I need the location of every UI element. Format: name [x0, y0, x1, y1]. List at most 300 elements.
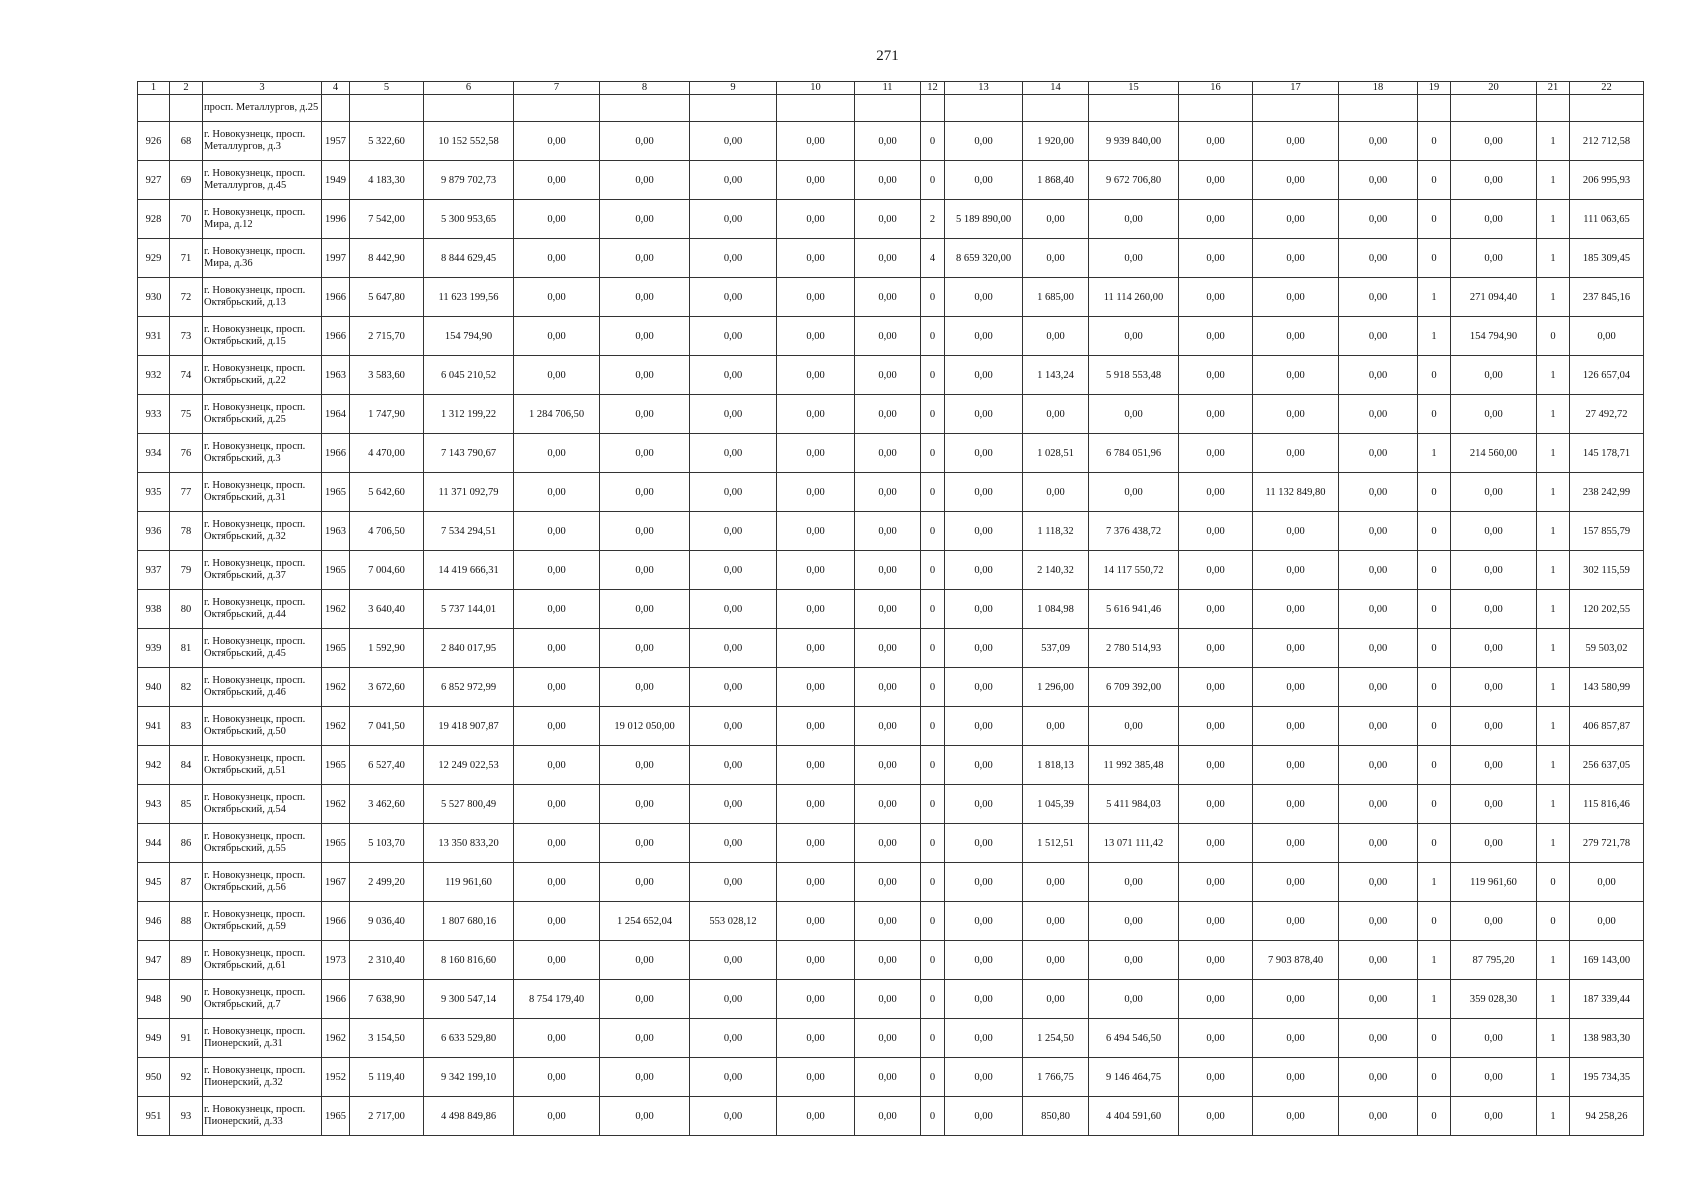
table-cell: 69 [170, 161, 203, 200]
column-number-header: 19 [1418, 82, 1451, 95]
table-cell: 1 [1537, 824, 1570, 863]
table-cell: 932 [138, 356, 170, 395]
table-row [138, 200, 1644, 239]
table-cell: 0,00 [1451, 473, 1537, 512]
table-cell: 0,00 [855, 161, 921, 200]
table-cell: 0,00 [1451, 356, 1537, 395]
table-cell: 0 [1418, 512, 1451, 551]
table-cell: 0,00 [690, 551, 777, 590]
table-cell: 0,00 [777, 746, 855, 785]
table-cell: 0,00 [1451, 122, 1537, 161]
table-cell: 0,00 [945, 395, 1023, 434]
table-cell: 0,00 [945, 746, 1023, 785]
table-cell: 0,00 [1179, 1097, 1253, 1136]
table-cell: 1 [1537, 785, 1570, 824]
table-cell: 0,00 [514, 239, 600, 278]
table-cell: 1 [1537, 980, 1570, 1019]
table-cell: 0,00 [1023, 200, 1089, 239]
table-cell: 5 322,60 [350, 122, 424, 161]
table-cell: 13 350 833,20 [424, 824, 514, 863]
page-number: 271 [876, 48, 899, 64]
table-cell: 0,00 [600, 473, 690, 512]
table-cell [1537, 95, 1570, 122]
column-number-header: 8 [600, 82, 690, 95]
table-cell: 7 004,60 [350, 551, 424, 590]
table-cell: 5 737 144,01 [424, 590, 514, 629]
table-cell: 0,00 [1253, 434, 1339, 473]
table-cell: 0,00 [1339, 473, 1418, 512]
table-cell: 0,00 [514, 551, 600, 590]
address-cell: г. Новокузнецк, просп. Октябрьский, д.13 [203, 278, 322, 317]
table-row [138, 707, 1644, 746]
table-cell: 11 992 385,48 [1089, 746, 1179, 785]
table-cell: 359 028,30 [1451, 980, 1537, 1019]
table-cell: 0,00 [1339, 863, 1418, 902]
table-cell: 90 [170, 980, 203, 1019]
table-cell: 0,00 [855, 629, 921, 668]
table-cell: 0,00 [1023, 473, 1089, 512]
table-cell: 14 419 666,31 [424, 551, 514, 590]
table-cell: 0,00 [1451, 590, 1537, 629]
table-cell: 0,00 [1089, 317, 1179, 356]
table-cell: 143 580,99 [1570, 668, 1644, 707]
table-cell: 14 117 550,72 [1089, 551, 1179, 590]
table-cell: 0,00 [945, 590, 1023, 629]
table-cell: 0,00 [777, 863, 855, 902]
table-cell: 1965 [322, 551, 350, 590]
table-cell: 0,00 [600, 551, 690, 590]
table-cell: 1965 [322, 629, 350, 668]
table-cell: 0 [1418, 395, 1451, 434]
table-cell: 0,00 [1179, 902, 1253, 941]
table-cell: 0 [1418, 629, 1451, 668]
table-cell: 154 794,90 [1451, 317, 1537, 356]
table-cell: 75 [170, 395, 203, 434]
table-cell: 0,00 [690, 122, 777, 161]
table-cell: 0,00 [855, 668, 921, 707]
table-cell: 9 342 199,10 [424, 1058, 514, 1097]
table-cell: 0,00 [855, 902, 921, 941]
table-row [138, 356, 1644, 395]
table-cell: 0,00 [1339, 902, 1418, 941]
table-cell: 1 592,90 [350, 629, 424, 668]
table-cell: 0,00 [1339, 200, 1418, 239]
table-cell: 0 [1418, 707, 1451, 746]
table-cell: 1 685,00 [1023, 278, 1089, 317]
table-cell: 73 [170, 317, 203, 356]
table-cell: 6 527,40 [350, 746, 424, 785]
table-row [138, 824, 1644, 863]
table-cell: 1949 [322, 161, 350, 200]
table-cell: 85 [170, 785, 203, 824]
table-cell: 1 [1537, 1019, 1570, 1058]
table-cell: 6 709 392,00 [1089, 668, 1179, 707]
column-number-header: 16 [1179, 82, 1253, 95]
table-cell: 1966 [322, 902, 350, 941]
table-cell: 0 [1537, 317, 1570, 356]
address-cell: г. Новокузнецк, просп. Пионерский, д.33 [203, 1097, 322, 1136]
table-cell: 0,00 [600, 1097, 690, 1136]
table-row [138, 941, 1644, 980]
table-cell: 951 [138, 1097, 170, 1136]
table-cell: 0,00 [1253, 785, 1339, 824]
table-cell: 1962 [322, 590, 350, 629]
table-cell: 0 [1418, 1019, 1451, 1058]
table-cell: 0,00 [514, 161, 600, 200]
table-row [138, 668, 1644, 707]
table-cell: 0,00 [514, 278, 600, 317]
table-cell: 0,00 [777, 200, 855, 239]
table-cell: 0,00 [690, 473, 777, 512]
table-cell: 0,00 [1253, 278, 1339, 317]
table-cell: 0,00 [1023, 980, 1089, 1019]
table-cell: 0,00 [1339, 122, 1418, 161]
table-cell: 1997 [322, 239, 350, 278]
column-number-header: 9 [690, 82, 777, 95]
table-cell: 77 [170, 473, 203, 512]
table-cell: 1 045,39 [1023, 785, 1089, 824]
table-cell: 0,00 [1253, 512, 1339, 551]
table-cell: 0,00 [1179, 200, 1253, 239]
address-cell: просп. Металлургов, д.25 [203, 95, 322, 122]
address-cell: г. Новокузнецк, просп. Пионерский, д.32 [203, 1058, 322, 1097]
table-cell: 0,00 [1179, 590, 1253, 629]
table-cell: 126 657,04 [1570, 356, 1644, 395]
table-cell: 138 983,30 [1570, 1019, 1644, 1058]
table-row [138, 473, 1644, 512]
table-cell: 1 118,32 [1023, 512, 1089, 551]
table-cell: 0,00 [1179, 824, 1253, 863]
table-cell: 0,00 [514, 1058, 600, 1097]
table-cell: 2 499,20 [350, 863, 424, 902]
table-cell: 1962 [322, 668, 350, 707]
table-cell: 1 [1537, 707, 1570, 746]
table-cell [322, 95, 350, 122]
table-cell: 0,00 [855, 707, 921, 746]
table-cell: 1 [1537, 434, 1570, 473]
table-cell: 936 [138, 512, 170, 551]
table-row [138, 785, 1644, 824]
table-cell: 2 715,70 [350, 317, 424, 356]
table-cell [1179, 95, 1253, 122]
table-cell: 8 844 629,45 [424, 239, 514, 278]
table-cell: 0 [1418, 551, 1451, 590]
table-cell: 0,00 [945, 122, 1023, 161]
table-cell: 930 [138, 278, 170, 317]
table-cell: 0,00 [1253, 707, 1339, 746]
table-cell [1253, 95, 1339, 122]
table-cell: 0,00 [1089, 239, 1179, 278]
table-cell: 2 780 514,93 [1089, 629, 1179, 668]
address-cell: г. Новокузнецк, просп. Октябрьский, д.44 [203, 590, 322, 629]
table-cell: 0,00 [1451, 785, 1537, 824]
table-row [138, 512, 1644, 551]
table-cell: 0,00 [1339, 395, 1418, 434]
table-cell: 1 747,90 [350, 395, 424, 434]
table-cell: 0,00 [1179, 707, 1253, 746]
table-cell: 0,00 [945, 707, 1023, 746]
table-cell: 0,00 [855, 1058, 921, 1097]
table-cell: 88 [170, 902, 203, 941]
table-cell: 0,00 [945, 512, 1023, 551]
column-number-header: 17 [1253, 82, 1339, 95]
table-cell: 4 [921, 239, 945, 278]
table-cell: 0,00 [855, 278, 921, 317]
table-cell: 0,00 [514, 629, 600, 668]
table-cell: 1 [1537, 941, 1570, 980]
address-cell: г. Новокузнецк, просп. Октябрьский, д.31 [203, 473, 322, 512]
table-cell: 0,00 [945, 473, 1023, 512]
table-cell: 0,00 [1179, 1058, 1253, 1097]
table-cell: 5 616 941,46 [1089, 590, 1179, 629]
table-cell: 5 918 553,48 [1089, 356, 1179, 395]
column-number-header: 15 [1089, 82, 1179, 95]
table-cell: 0,00 [600, 590, 690, 629]
table-cell: 0,00 [1253, 395, 1339, 434]
address-cell: г. Новокузнецк, просп. Октябрьский, д.7 [203, 980, 322, 1019]
table-row [138, 161, 1644, 200]
table-cell: 3 583,60 [350, 356, 424, 395]
table-cell: 0,00 [690, 980, 777, 1019]
table-cell: 0,00 [1179, 980, 1253, 1019]
table-cell: 0,00 [777, 785, 855, 824]
table-cell: 0,00 [1339, 1058, 1418, 1097]
table-cell: 0 [921, 902, 945, 941]
table-cell: 0 [921, 551, 945, 590]
table-cell: 0,00 [600, 1058, 690, 1097]
table-cell: 0 [921, 317, 945, 356]
table-cell: 87 [170, 863, 203, 902]
table-row [138, 980, 1644, 1019]
table-cell: 0,00 [690, 1058, 777, 1097]
table-cell: 0,00 [1179, 395, 1253, 434]
table-cell: 0,00 [855, 746, 921, 785]
table-cell: 0,00 [1253, 239, 1339, 278]
table-cell: 0,00 [1089, 902, 1179, 941]
table-cell: 0,00 [514, 356, 600, 395]
table-cell: 8 754 179,40 [514, 980, 600, 1019]
table-cell: 0,00 [514, 863, 600, 902]
table-cell: 0,00 [945, 317, 1023, 356]
table-cell: 0,00 [514, 668, 600, 707]
table-cell: 0,00 [777, 356, 855, 395]
table-cell: 1952 [322, 1058, 350, 1097]
table-cell: 0,00 [600, 122, 690, 161]
table-cell: 0 [1418, 1097, 1451, 1136]
table-cell: 949 [138, 1019, 170, 1058]
column-number-row [138, 82, 1644, 95]
table-cell: 1 084,98 [1023, 590, 1089, 629]
table-cell: 0,00 [1179, 668, 1253, 707]
table-cell: 0 [921, 746, 945, 785]
table-cell: 0,00 [1253, 1058, 1339, 1097]
table-cell: 1 [1418, 941, 1451, 980]
table-cell: 0 [921, 512, 945, 551]
table-cell: 1 [1537, 356, 1570, 395]
table-cell: 0,00 [777, 161, 855, 200]
table-cell: 0,00 [600, 1019, 690, 1058]
table-cell: 0,00 [1339, 161, 1418, 200]
table-cell: 0,00 [1179, 863, 1253, 902]
address-cell: г. Новокузнецк, просп. Октябрьский, д.51 [203, 746, 322, 785]
table-cell: 1966 [322, 434, 350, 473]
table-cell: 0 [921, 941, 945, 980]
table-cell: 9 939 840,00 [1089, 122, 1179, 161]
table-cell: 0,00 [1179, 512, 1253, 551]
table-cell: 0,00 [777, 278, 855, 317]
table-cell: 1 [1537, 629, 1570, 668]
table-row [138, 1058, 1644, 1097]
table-cell: 0,00 [777, 707, 855, 746]
table-cell: 8 160 816,60 [424, 941, 514, 980]
table-cell: 157 855,79 [1570, 512, 1644, 551]
table-cell: 0,00 [514, 473, 600, 512]
table-cell: 79 [170, 551, 203, 590]
table-cell: 0,00 [1570, 863, 1644, 902]
table-cell: 120 202,55 [1570, 590, 1644, 629]
table-cell: 92 [170, 1058, 203, 1097]
table-cell: 4 183,30 [350, 161, 424, 200]
table-cell: 0,00 [1253, 863, 1339, 902]
table-cell: 0,00 [855, 122, 921, 161]
table-cell: 0,00 [1253, 629, 1339, 668]
table-cell: 0,00 [1253, 317, 1339, 356]
table-cell: 0,00 [600, 629, 690, 668]
table-cell: 82 [170, 668, 203, 707]
table-cell: 0,00 [777, 941, 855, 980]
table-cell: 5 300 953,65 [424, 200, 514, 239]
table-cell: 0,00 [1179, 356, 1253, 395]
table-cell: 937 [138, 551, 170, 590]
table-cell: 1 [1537, 668, 1570, 707]
table-cell [945, 95, 1023, 122]
table-cell: 1965 [322, 1097, 350, 1136]
table-cell: 3 640,40 [350, 590, 424, 629]
table-cell [424, 95, 514, 122]
table-cell: 928 [138, 200, 170, 239]
table-cell: 5 411 984,03 [1089, 785, 1179, 824]
table-cell: 0,00 [600, 434, 690, 473]
table-cell: 0 [1418, 356, 1451, 395]
table-cell: 0,00 [1179, 1019, 1253, 1058]
table-cell: 0,00 [1253, 590, 1339, 629]
table-cell: 0,00 [1023, 317, 1089, 356]
table-row [138, 95, 1644, 122]
table-cell: 0 [921, 122, 945, 161]
table-cell: 76 [170, 434, 203, 473]
address-cell: г. Новокузнецк, просп. Октябрьский, д.32 [203, 512, 322, 551]
table-cell: 0,00 [945, 980, 1023, 1019]
table-cell: 0,00 [1339, 551, 1418, 590]
address-cell: г. Новокузнецк, просп. Октябрьский, д.61 [203, 941, 322, 980]
table-cell: 1 [1418, 434, 1451, 473]
table-cell: 0,00 [1451, 1019, 1537, 1058]
table-cell: 1 [1537, 473, 1570, 512]
table-cell: 1 [1537, 200, 1570, 239]
table-cell: 78 [170, 512, 203, 551]
table-cell: 0,00 [1179, 239, 1253, 278]
table-cell: 0,00 [1339, 278, 1418, 317]
table-cell: 0,00 [514, 941, 600, 980]
table-cell: 13 071 111,42 [1089, 824, 1179, 863]
column-number-header: 18 [1339, 82, 1418, 95]
table-cell: 0,00 [1339, 512, 1418, 551]
table-cell: 0 [1418, 122, 1451, 161]
table-cell: 1 920,00 [1023, 122, 1089, 161]
table-cell: 0,00 [1451, 161, 1537, 200]
table-cell: 94 258,26 [1570, 1097, 1644, 1136]
table-cell: 7 903 878,40 [1253, 941, 1339, 980]
table-cell: 84 [170, 746, 203, 785]
table-cell: 0,00 [945, 941, 1023, 980]
table-cell: 2 840 017,95 [424, 629, 514, 668]
table-cell: 0,00 [777, 317, 855, 356]
column-number-header: 14 [1023, 82, 1089, 95]
address-cell: г. Новокузнецк, просп. Октябрьский, д.59 [203, 902, 322, 941]
table-cell: 0 [921, 668, 945, 707]
table-cell: 0,00 [777, 122, 855, 161]
table-cell: 71 [170, 239, 203, 278]
table-cell: 0,00 [1339, 785, 1418, 824]
table-cell: 1967 [322, 863, 350, 902]
table-cell: 0,00 [777, 1019, 855, 1058]
table-cell: 941 [138, 707, 170, 746]
table-cell: 1 [1418, 317, 1451, 356]
table-cell: 1 [1537, 512, 1570, 551]
table-cell: 0,00 [777, 434, 855, 473]
table-cell: 0,00 [945, 161, 1023, 200]
table-cell: 0 [1418, 590, 1451, 629]
table-cell: 0,00 [1179, 629, 1253, 668]
table-cell: 0,00 [1253, 200, 1339, 239]
table-cell: 0,00 [690, 512, 777, 551]
table-cell: 0,00 [777, 473, 855, 512]
table-row [138, 1019, 1644, 1058]
table-cell: 1 [1537, 746, 1570, 785]
table-cell: 256 637,05 [1570, 746, 1644, 785]
table-cell: 0,00 [855, 590, 921, 629]
table-cell: 0,00 [600, 746, 690, 785]
table-cell: 0,00 [1451, 239, 1537, 278]
table-cell: 68 [170, 122, 203, 161]
table-cell: 154 794,90 [424, 317, 514, 356]
table-cell: 0,00 [1451, 551, 1537, 590]
table-cell: 0 [921, 473, 945, 512]
table-cell: 111 063,65 [1570, 200, 1644, 239]
table-cell: 0,00 [600, 239, 690, 278]
table-cell: 406 857,87 [1570, 707, 1644, 746]
table-cell: 0,00 [690, 161, 777, 200]
table-cell: 0,00 [1451, 902, 1537, 941]
table-cell [138, 95, 170, 122]
table-cell: 0,00 [690, 863, 777, 902]
table-cell: 0,00 [600, 317, 690, 356]
table-cell: 271 094,40 [1451, 278, 1537, 317]
table-cell: 926 [138, 122, 170, 161]
table-cell: 0,00 [855, 863, 921, 902]
table-cell: 0 [921, 629, 945, 668]
table-cell: 0 [1537, 863, 1570, 902]
table-cell: 1962 [322, 707, 350, 746]
table-cell: 9 672 706,80 [1089, 161, 1179, 200]
table-cell: 11 114 260,00 [1089, 278, 1179, 317]
table-row [138, 434, 1644, 473]
table-cell: 1966 [322, 317, 350, 356]
table-cell: 1966 [322, 278, 350, 317]
table-cell: 948 [138, 980, 170, 1019]
table-cell: 3 154,50 [350, 1019, 424, 1058]
table-cell: 0,00 [514, 200, 600, 239]
